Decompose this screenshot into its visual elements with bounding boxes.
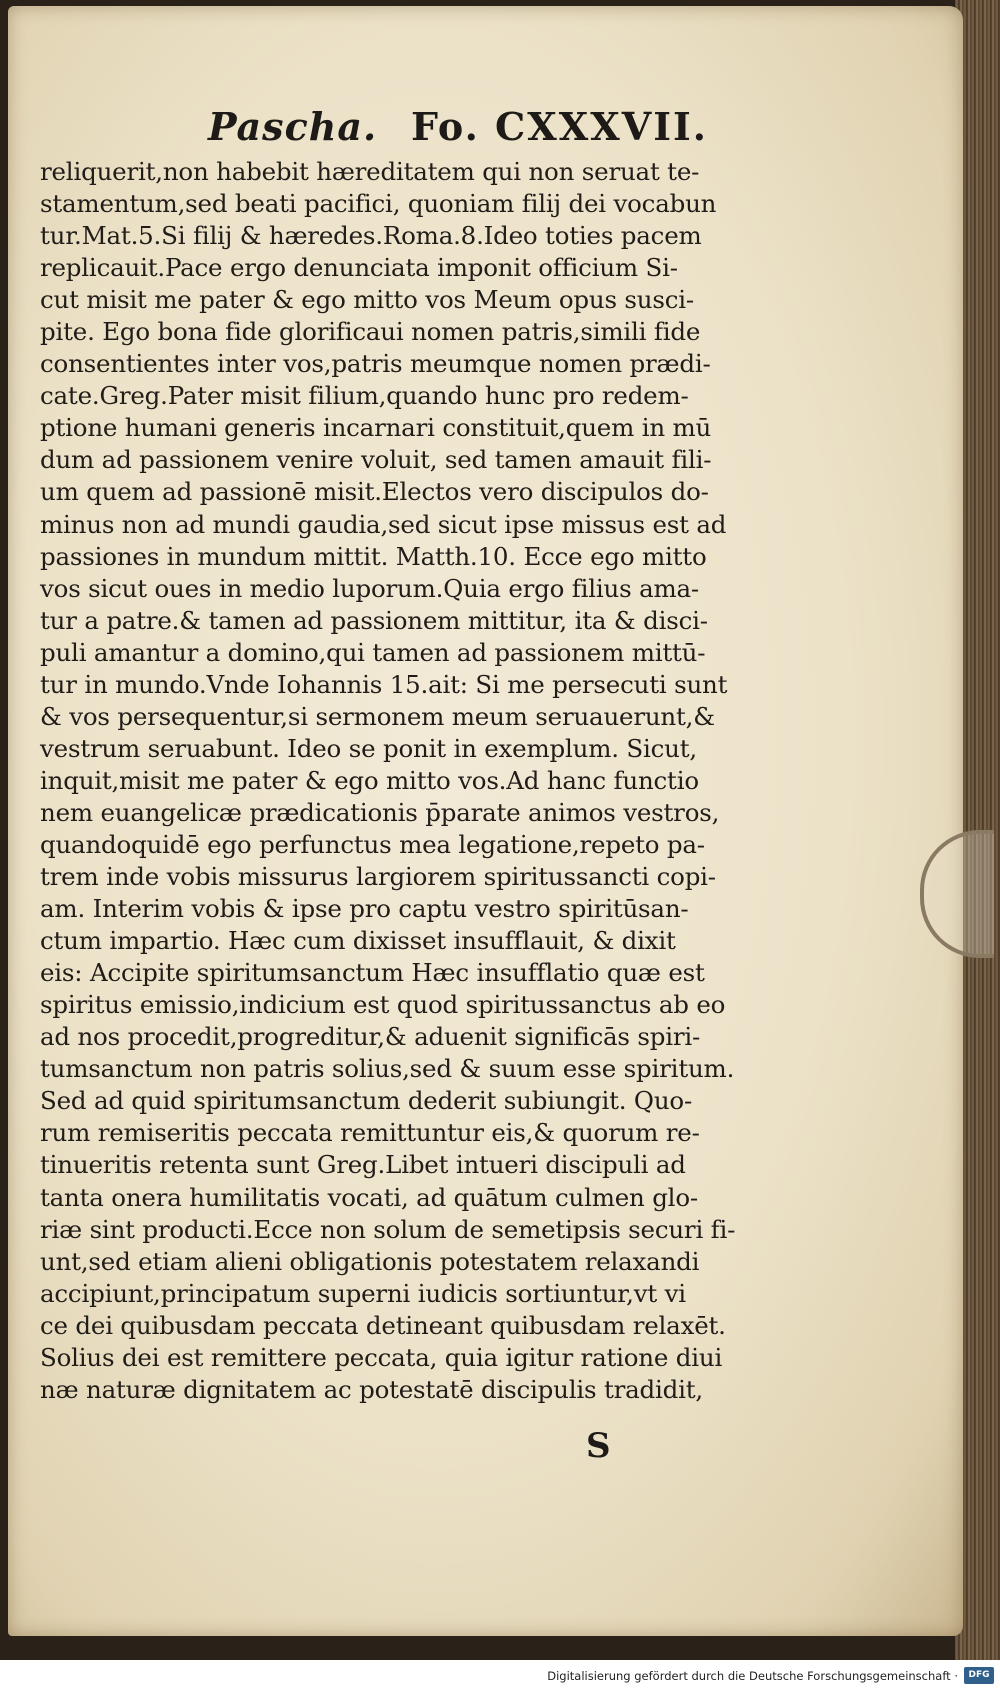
- text-line: Solius dei est remittere peccata, quia igitur ratione diui: [40, 1342, 723, 1372]
- text-line: am. Interim vobis & ipse pro captu vestro spiritūsan-: [40, 894, 689, 924]
- text-line: tumsanctum non patris solius,sed & suum esse spiritum.: [40, 1054, 735, 1084]
- text-line: ctum impartio. Hæc cum dixisset insufflauit, & dixit: [40, 926, 676, 956]
- text-line: & vos persequentur,si sermonem meum seruauerunt,&: [40, 701, 715, 731]
- running-header: [188, 104, 708, 154]
- text-line: dum ad passionem venire voluit, sed tamen amauit fili-: [40, 445, 712, 475]
- text-line: unt,sed etiam alieni obligationis potestatem relaxandi: [40, 1246, 700, 1276]
- text-line: stamentum,sed beati pacifici, quoniam filij dei vocabun: [40, 189, 717, 219]
- text-line: spiritus emissio,indicium est quod spiritussanctus ab eo: [40, 990, 726, 1020]
- text-line: accipiunt,principatum superni iudicis sortiuntur,vt vi: [40, 1278, 686, 1308]
- text-line: nem euangelicæ prædicationis p̄parate animos vestros,: [40, 797, 720, 827]
- text-line: reliquerit,non habebit hæreditatem qui non seruat te-: [40, 157, 700, 186]
- text-line: replicauit.Pace ergo denunciata imponit officium Si-: [40, 253, 678, 283]
- text-line: cate.Greg.Pater misit filium,quando hunc pro redem-: [40, 381, 689, 411]
- text-line: næ naturæ dignitatem ac potestatē discipulis tradidit,: [40, 1374, 703, 1404]
- text-line: tur.Mat.5.Si filij & hæredes.Roma.8.Ideo toties pacem: [40, 221, 702, 251]
- dfg-logo: DFG: [964, 1667, 994, 1684]
- footer-bar: [0, 1660, 1000, 1693]
- header-section-title: Pascha.: [208, 104, 378, 149]
- text-line: tur a patre.& tamen ad passionem mittitur, ita & disci-: [40, 605, 708, 635]
- text-line: ad nos procedit,progreditur,& aduenit significās spiri-: [40, 1022, 701, 1052]
- text-line: riæ sint producti.Ecce non solum de semetipsis securi fi-: [40, 1214, 736, 1244]
- text-line: um quem ad passionē misit.Electos vero discipulos do-: [40, 477, 709, 507]
- text-line: tur in mundo.Vnde Iohannis 15.ait: Si me persecuti sunt: [40, 669, 728, 699]
- text-line: ptione humani generis incarnari constituit,quem in mū: [40, 413, 712, 443]
- text-line: consentientes inter vos,patris meumque nomen prædi-: [40, 349, 711, 379]
- text-line: cut misit me pater & ego mitto vos Meum opus susci-: [40, 285, 694, 315]
- text-line: tinueritis retenta sunt Greg.Libet intueri discipuli ad: [40, 1150, 686, 1180]
- text-line: ce dei quibusdam peccata detineant quibusdam relaxēt.: [40, 1310, 726, 1340]
- text-line: rum remiseritis peccata remittuntur eis,& quorum re-: [40, 1118, 700, 1148]
- text-line: trem inde vobis missurus largiorem spiritussancti copi-: [40, 862, 716, 892]
- text-line: quandoquidē ego perfunctus mea legatione,repeto pa-: [40, 829, 705, 859]
- text-line: eis: Accipite spiritumsanctum Hæc insufflatio quæ est: [40, 958, 705, 988]
- text-line: tanta onera humilitatis vocati, ad quātum culmen glo-: [40, 1182, 698, 1212]
- text-line: puli amantur a domino,qui tamen ad passionem mittū-: [40, 637, 706, 667]
- text-line: passiones in mundum mittit. Matth.10. Ecce ego mitto: [40, 541, 707, 571]
- text-line: vos sicut oues in medio luporum.Quia ergo filius ama-: [40, 573, 699, 603]
- text-line: inquit,misit me pater & ego mitto vos.Ad hanc functio: [40, 765, 699, 795]
- text-line: Sed ad quid spiritumsanctum dederit subiungit. Quo-: [40, 1086, 693, 1116]
- footer-credit: Digitalisierung gefördert durch die Deutsche Forschungsgemeinschaft ·: [547, 1669, 958, 1683]
- book-page: [8, 6, 963, 1636]
- header-folio-number: Fo. CXXXVII.: [411, 104, 708, 149]
- signature-mark: S: [586, 1426, 611, 1466]
- text-line: vestrum seruabunt. Ideo se ponit in exemplum. Sicut,: [40, 733, 697, 763]
- text-line: pite. Ego bona fide glorificaui nomen patris,simili fide: [40, 317, 701, 347]
- page-body-text: [40, 156, 770, 1406]
- text-line: minus non ad mundi gaudia,sed sicut ipse missus est ad: [40, 509, 727, 539]
